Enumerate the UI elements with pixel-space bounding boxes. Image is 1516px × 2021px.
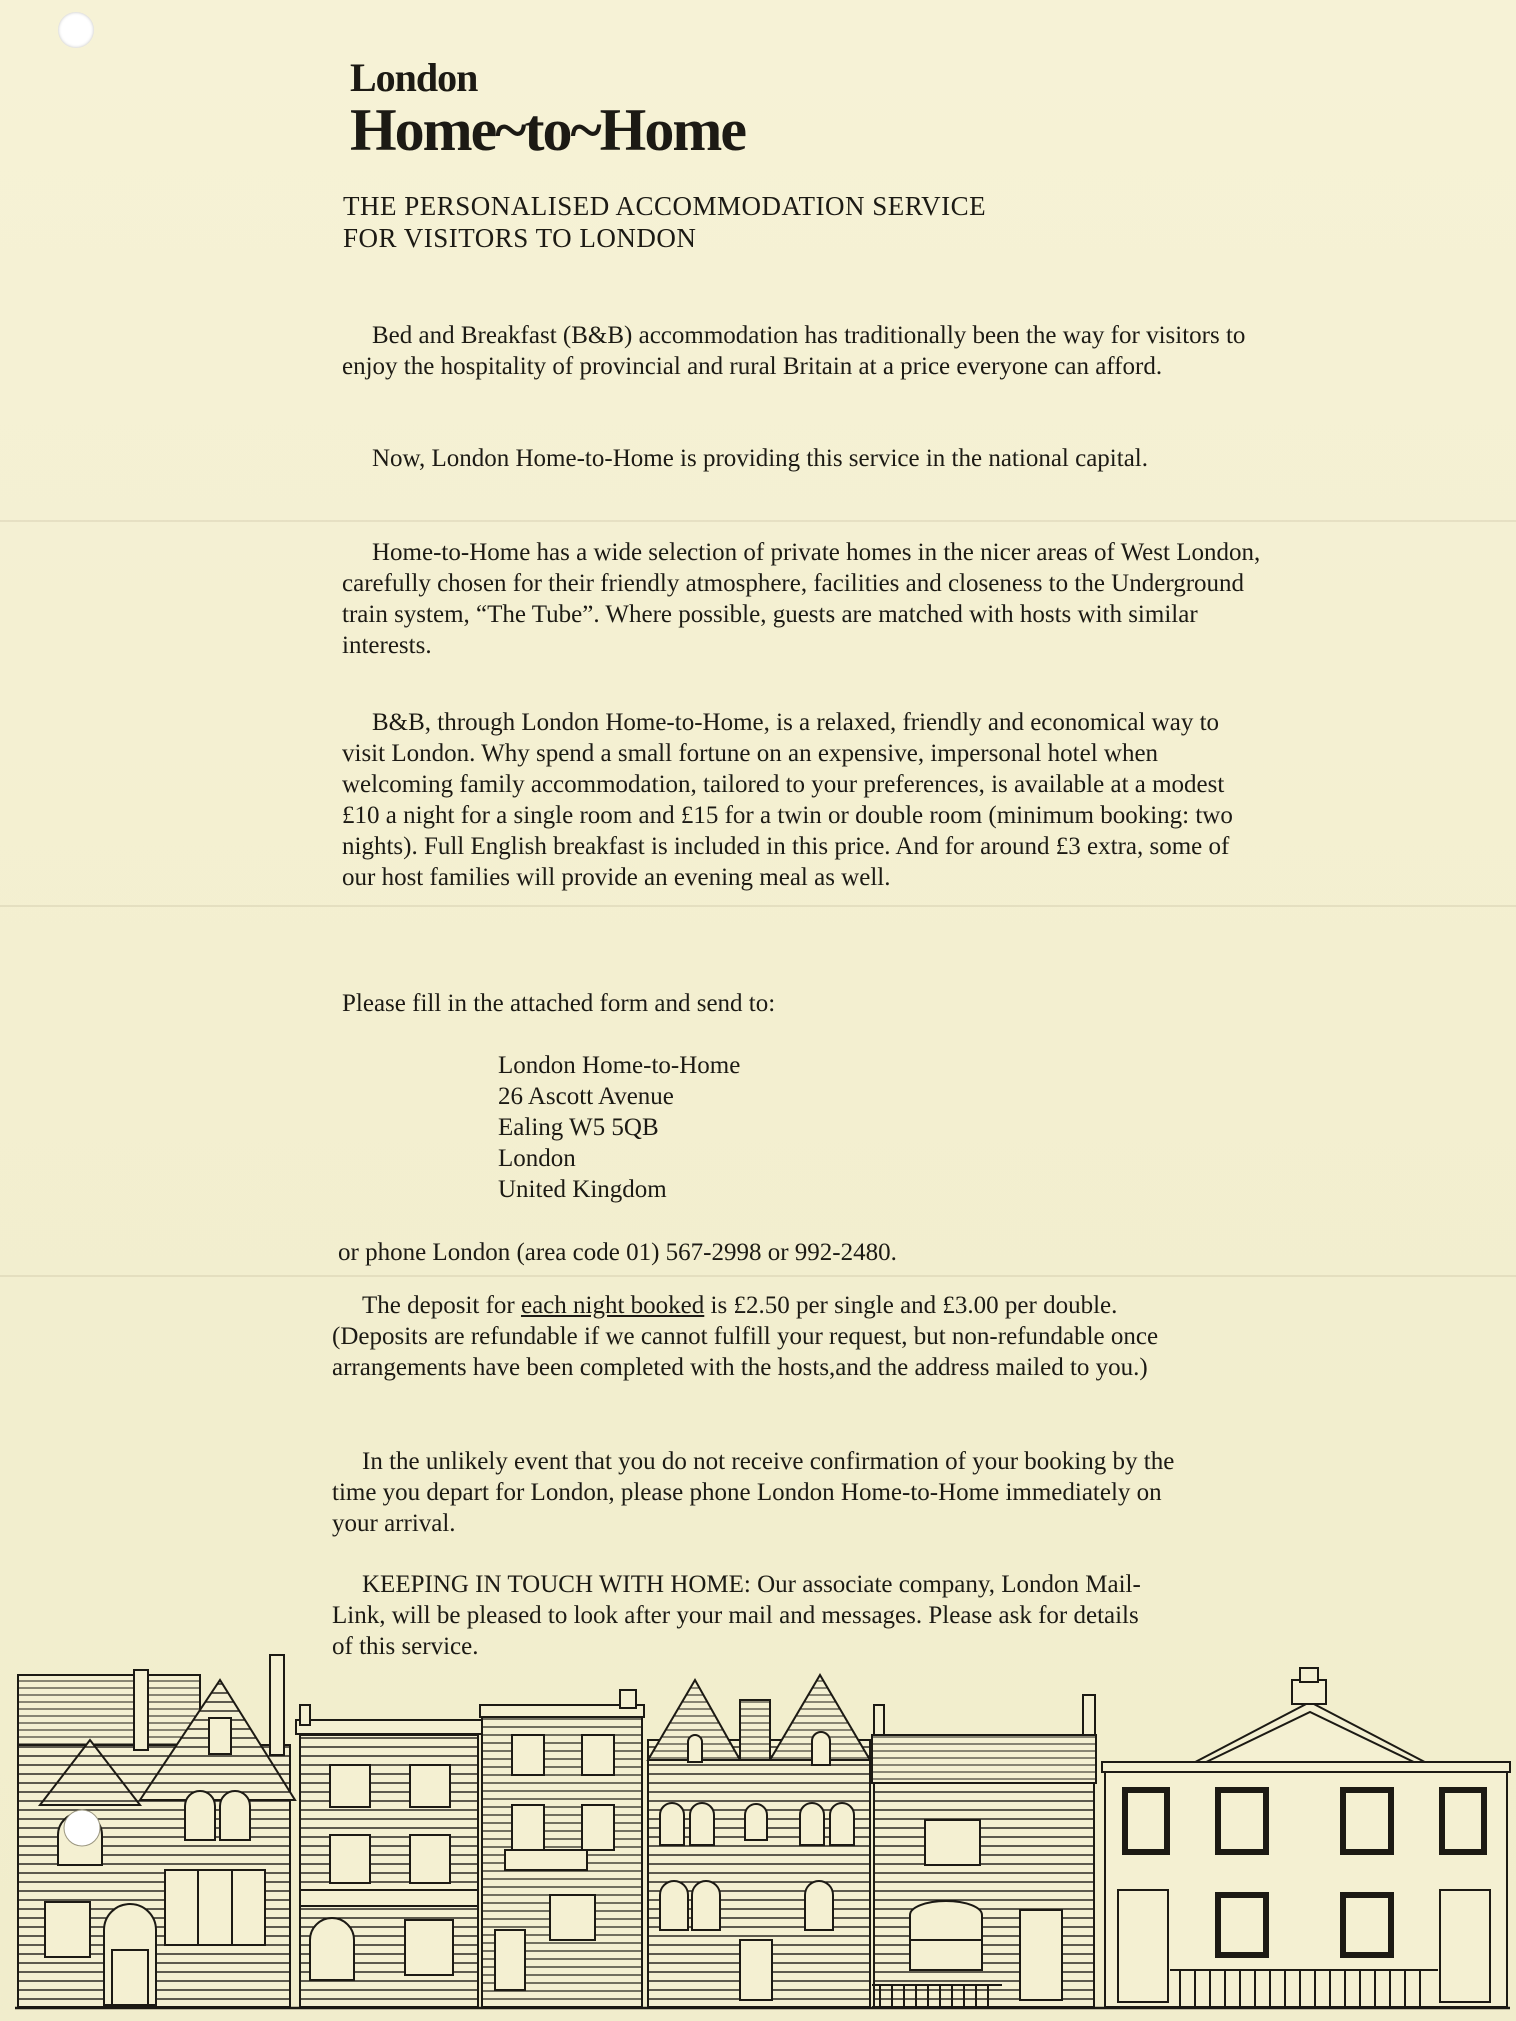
paragraph-bandb-text: B&B, through London Home-to-Home, is a relaxed, friendly and economical way to visit London. Why spend a small fortune on an expensive, impersonal hotel when welcoming family accommodation, tailored to your preferences, is available at a modest £10 a night for a single room and £15 for a twin or double room (minimum booking: two nights). Full English breakfast is included in this price. And for around £3 extra, some of our host families will provide an evening meal as well. [342,709,1233,891]
address-line: Ealing W5 5QB [498,1114,659,1141]
house-brick [480,1690,644,2007]
brand-line-1: London [350,55,478,100]
address-line: London Home-to-Home [498,1052,741,1079]
house-townhouse [296,1705,482,2007]
house-victorian [18,1655,295,2007]
paragraph-send-to: Please fill in the attached form and send to: [342,990,776,1017]
paragraph-bandb [342,707,1252,893]
address-line: 26 Ascott Avenue [498,1083,674,1110]
mailing-address [498,1050,740,1205]
paragraph-selection-text: Home-to-Home has a wide selection of private homes in the nicer areas of West London, carefully chosen for their friendly atmosphere, facilities and closeness to the Underground train system, “The Tube”. Where possible, guests are matched with hosts with similar interests. [342,539,1261,659]
fold-line [0,905,1516,907]
paragraph-deposit [332,1290,1172,1383]
paragraph-intro-text: Bed and Breakfast (B&B) accommodation has traditionally been the way for visitors to enjoy the hospitality of provincial and rural Britain at a price everyone can afford. [342,322,1246,380]
tagline-line-2: FOR VISITORS TO LONDON [343,223,697,253]
paragraph-selection [342,537,1280,661]
paragraph-confirmation-text: In the unlikely event that you do not receive confirmation of your booking by the time you depart for London, please phone London Home-to-Home immediately on your arrival. [332,1448,1175,1537]
terraced-houses-illustration [0,1640,1516,2021]
paragraph-now-text: Now, London Home-to-Home is providing this service in the national capital. [372,445,1148,472]
paragraph-confirmation [332,1446,1182,1539]
paragraph-deposit-underlined: each night booked [520,1292,705,1319]
brand-line-2: Home~to~Home [350,97,745,163]
paragraph-mail-link-text: KEEPING IN TOUCH WITH HOME: Our associate company, London Mail-Link, will be pleased to look after your mail and messages. Please ask for details of this service. [332,1571,1141,1660]
paragraph-deposit-text-b: is £2.50 per single and £3.00 per double. (Deposits are refundable if we cannot fulfill your request, but non-refundable once arrangements have been completed with the hosts,and the address mailed to you.) [332,1292,1159,1381]
paragraph-intro [342,320,1282,382]
address-line: London [498,1145,576,1172]
paragraph-deposit-text-a: The deposit for [362,1292,521,1319]
address-line: United Kingdom [498,1176,667,1203]
tagline [343,190,986,254]
paragraph-now [342,443,1242,474]
punch-hole-icon [64,1810,100,1846]
punch-hole-icon [58,12,94,48]
house-georgian [1102,1668,1510,2007]
fold-line [0,520,1516,522]
tagline-line-1: THE PERSONALISED ACCOMMODATION SERVICE [343,191,987,221]
brand-logo [350,55,745,163]
paragraph-phone: or phone London (area code 01) 567-2998 or 992-2480. [338,1239,897,1266]
fold-line [0,1275,1516,1277]
house-cottage [872,1695,1096,2007]
house-gothic [648,1675,870,2007]
